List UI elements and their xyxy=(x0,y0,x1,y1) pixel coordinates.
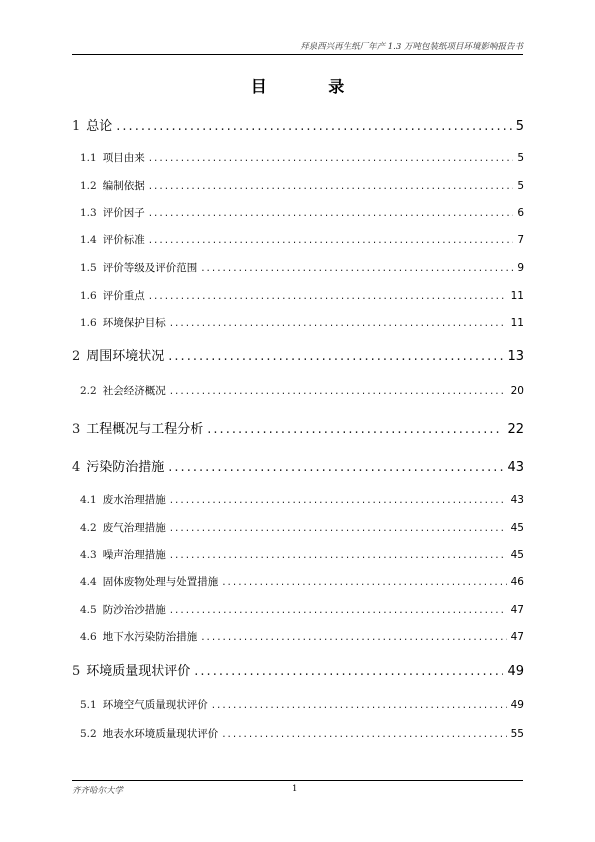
toc-entry-page: 49 xyxy=(510,699,524,711)
toc-entry-number: 4.6 xyxy=(80,631,97,643)
toc-entry[interactable] xyxy=(72,178,524,193)
toc-entry-page: 43 xyxy=(510,494,524,506)
toc-entry-title: 评价等级及评价范围 xyxy=(102,262,198,274)
toc-entry[interactable] xyxy=(72,520,524,535)
toc-entry-title: 项目由来 xyxy=(102,152,145,164)
toc-entry[interactable] xyxy=(72,602,524,617)
toc-entry-page: 11 xyxy=(510,290,524,302)
toc-leader-dots xyxy=(194,664,503,679)
toc-entry[interactable] xyxy=(72,345,524,364)
toc-leader-dots xyxy=(170,549,507,561)
toc-entry-number: 1.1 xyxy=(80,152,97,164)
toc-entry-number: 1.2 xyxy=(80,180,97,192)
toc-entry-page: 7 xyxy=(517,234,524,246)
footer-rule xyxy=(72,780,523,781)
toc-entry[interactable] xyxy=(72,288,524,303)
toc-entry-number: 1.6 xyxy=(80,290,97,302)
toc-entry-page: 5 xyxy=(515,119,524,134)
toc-entry[interactable] xyxy=(72,115,524,134)
toc-entry-title: 评价重点 xyxy=(102,290,145,302)
toc-entry-page: 55 xyxy=(510,728,524,740)
toc-entry-number: 1.6 xyxy=(80,317,97,329)
toc-entry-page: 6 xyxy=(517,207,524,219)
toc-entry-number: 4.1 xyxy=(80,494,97,506)
toc-leader-dots xyxy=(149,207,514,219)
toc-entry[interactable] xyxy=(72,697,524,712)
toc-entry[interactable] xyxy=(72,315,524,330)
toc-entry-number: 1.5 xyxy=(80,262,97,274)
toc-entry-page: 47 xyxy=(510,631,524,643)
footer-institution: 齐齐哈尔大学 xyxy=(72,786,124,796)
toc-entry-title: 总论 xyxy=(86,119,113,134)
toc-entry-number: 2 xyxy=(72,349,81,364)
toc-leader-dots xyxy=(168,349,503,364)
toc-entry-number: 4.2 xyxy=(80,522,97,534)
toc-entry-number: 2.2 xyxy=(80,385,97,397)
toc-entry-title: 环境保护目标 xyxy=(102,317,166,329)
toc-entry-page: 47 xyxy=(510,604,524,616)
toc-entry[interactable] xyxy=(72,660,524,679)
toc-entry[interactable] xyxy=(72,150,524,165)
toc-entry-page: 22 xyxy=(507,422,524,437)
toc-entry-page: 20 xyxy=(510,385,524,397)
toc-entry-number: 1 xyxy=(72,119,81,134)
toc-leader-dots xyxy=(170,604,507,616)
toc-leader-dots xyxy=(149,234,514,246)
toc-entry-page: 43 xyxy=(507,460,524,475)
toc-entry-page: 45 xyxy=(510,549,524,561)
toc-leader-dots xyxy=(170,385,507,397)
toc-leader-dots xyxy=(207,422,503,437)
toc-entry-title: 周围环境状况 xyxy=(86,349,165,364)
toc-entry-page: 9 xyxy=(517,262,524,274)
toc-entry-number: 1.4 xyxy=(80,234,97,246)
toc-leader-dots xyxy=(149,152,514,164)
toc-leader-dots xyxy=(222,576,506,588)
toc-entry-title: 工程概况与工程分析 xyxy=(86,422,204,437)
toc-entry-number: 5.1 xyxy=(80,699,97,711)
toc-entry-page: 49 xyxy=(507,664,524,679)
toc-entry-number: 4 xyxy=(72,460,81,475)
toc-entry-number: 3 xyxy=(72,422,81,437)
toc-entry-page: 45 xyxy=(510,522,524,534)
toc-entry-page: 13 xyxy=(507,349,524,364)
toc-entry-title: 环境空气质量现状评价 xyxy=(102,699,208,711)
toc-entry[interactable] xyxy=(72,726,524,741)
toc-entry-title: 环境质量现状评价 xyxy=(86,664,191,679)
toc-entry-title: 地表水环境质量现状评价 xyxy=(102,728,219,740)
toc-entry-number: 4.4 xyxy=(80,576,97,588)
toc-entry-title: 评价标准 xyxy=(102,234,145,246)
toc-entry[interactable] xyxy=(72,260,524,275)
toc-entry-title: 社会经济概况 xyxy=(102,385,166,397)
toc-leader-dots xyxy=(149,290,507,302)
toc-entry-page: 11 xyxy=(510,317,524,329)
toc-entry-title: 编制依据 xyxy=(102,180,145,192)
toc-entry[interactable] xyxy=(72,383,524,398)
toc-entry[interactable] xyxy=(72,418,524,437)
toc-entry-title: 废气治理措施 xyxy=(102,522,166,534)
footer-page-number: 1 xyxy=(292,784,298,794)
toc-entry-page: 5 xyxy=(517,180,524,192)
toc-leader-dots xyxy=(168,460,503,475)
toc-entry[interactable] xyxy=(72,547,524,562)
toc-leader-dots xyxy=(201,631,506,643)
toc-entry-number: 4.5 xyxy=(80,604,97,616)
toc-entry[interactable] xyxy=(72,492,524,507)
toc-leader-dots xyxy=(170,522,507,534)
toc-entry-title: 噪声治理措施 xyxy=(102,549,166,561)
toc-leader-dots xyxy=(149,180,514,192)
toc-leader-dots xyxy=(222,728,506,740)
toc-entry[interactable] xyxy=(72,205,524,220)
toc-entry-title: 地下水污染防治措施 xyxy=(102,631,198,643)
page-title: 目 录 xyxy=(250,77,373,96)
toc-entry-number: 1.3 xyxy=(80,207,97,219)
header-rule xyxy=(72,54,523,55)
toc-entry-number: 5.2 xyxy=(80,728,97,740)
toc-leader-dots xyxy=(212,699,507,711)
toc-entry-page: 5 xyxy=(517,152,524,164)
toc-entry-title: 评价因子 xyxy=(102,207,145,219)
toc-entry-page: 46 xyxy=(510,576,524,588)
toc-entry-number: 5 xyxy=(72,664,81,679)
toc-entry-number: 4.3 xyxy=(80,549,97,561)
toc-entry[interactable] xyxy=(72,456,524,475)
toc-leader-dots xyxy=(201,262,513,274)
toc-leader-dots xyxy=(116,119,511,134)
running-header: 拜泉西兴再生纸厂年产 1.3 万吨包装纸项目环境影响报告书 xyxy=(300,42,523,52)
toc-leader-dots xyxy=(170,494,507,506)
toc-entry[interactable] xyxy=(72,232,524,247)
toc-leader-dots xyxy=(170,317,507,329)
toc-entry-title: 废水治理措施 xyxy=(102,494,166,506)
toc-entry-title: 固体废物处理与处置措施 xyxy=(102,576,219,588)
toc-entry[interactable] xyxy=(72,574,524,589)
toc-entry-title: 防沙治沙措施 xyxy=(102,604,166,616)
toc-entry[interactable] xyxy=(72,629,524,644)
toc-entry-title: 污染防治措施 xyxy=(86,460,165,475)
